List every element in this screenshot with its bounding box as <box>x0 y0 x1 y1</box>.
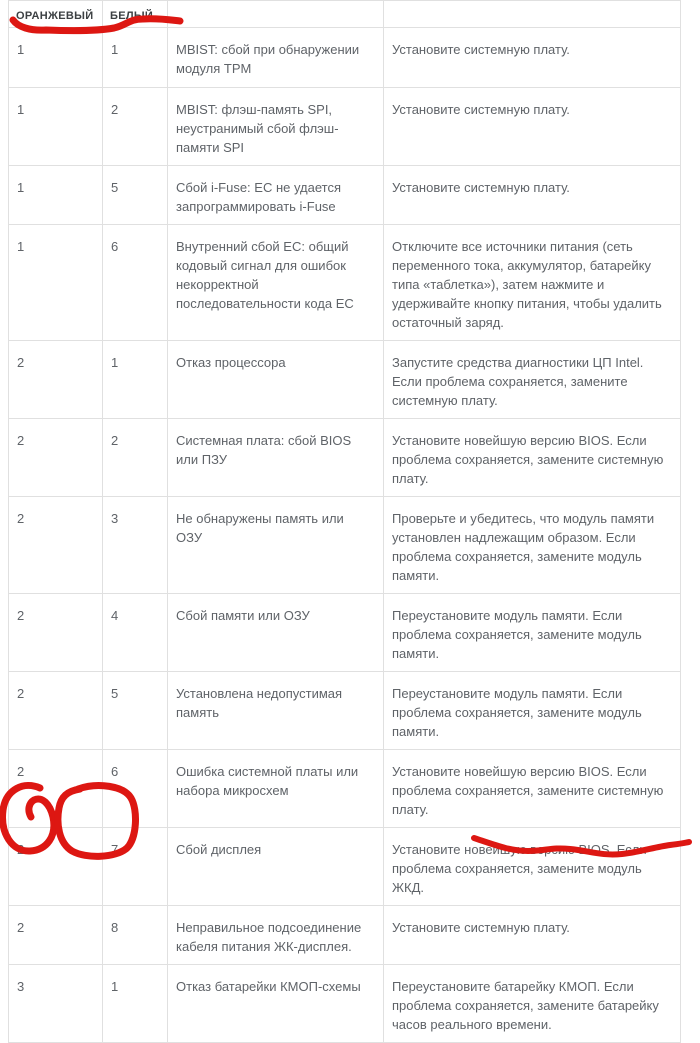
recommended-action-cell: Установите новейшую версию BIOS. Если проблема сохраняется, замените системную плату. <box>384 750 681 828</box>
table-row <box>9 672 681 750</box>
orange-blinks-cell: 2 <box>9 419 103 497</box>
white-blinks-cell: 2 <box>103 419 168 497</box>
orange-blinks-cell: 1 <box>9 88 103 166</box>
table-row <box>9 828 681 906</box>
error-description-cell: Системная плата: сбой BIOS или ПЗУ <box>168 419 384 497</box>
recommended-action-cell: Проверьте и убедитесь, что модуль памяти установлен надлежащим образом. Если проблема сохраняется, замените модуль памяти. <box>384 497 681 594</box>
orange-blinks-cell: 2 <box>9 341 103 419</box>
column-header-description <box>168 1 384 28</box>
error-description-cell: MBIST: сбой при обнаружении модуля TPM <box>168 28 384 88</box>
table-row <box>9 419 681 497</box>
white-blinks-cell: 4 <box>103 594 168 672</box>
led-blink-codes-table <box>8 0 681 1043</box>
error-description-cell: Сбой i-Fuse: EC не удается запрограммировать i-Fuse <box>168 166 384 225</box>
recommended-action-cell: Переустановите модуль памяти. Если проблема сохраняется, замените модуль памяти. <box>384 594 681 672</box>
orange-blinks-cell: 2 <box>9 906 103 965</box>
table-row <box>9 750 681 828</box>
white-blinks-cell: 5 <box>103 166 168 225</box>
white-blinks-cell: 5 <box>103 672 168 750</box>
orange-blinks-cell: 2 <box>9 594 103 672</box>
error-description-cell: Установлена недопустимая память <box>168 672 384 750</box>
error-description-cell: Сбой памяти или ОЗУ <box>168 594 384 672</box>
orange-blinks-cell: 2 <box>9 497 103 594</box>
column-header-white: БЕЛЫЙ <box>103 1 168 28</box>
error-description-cell: Внутренний сбой EC: общий кодовый сигнал для ошибок некорректной последовательности кода EC <box>168 225 384 341</box>
table-row <box>9 28 681 88</box>
orange-blinks-cell: 1 <box>9 166 103 225</box>
orange-blinks-cell: 2 <box>9 828 103 906</box>
orange-blinks-cell: 3 <box>9 965 103 1043</box>
recommended-action-cell: Установите новейшую версию BIOS. Если проблема сохраняется, замените системную плату. <box>384 419 681 497</box>
white-blinks-cell: 3 <box>103 497 168 594</box>
error-description-cell: Не обнаружены память или ОЗУ <box>168 497 384 594</box>
table-header-row <box>9 1 681 28</box>
orange-blinks-cell: 2 <box>9 672 103 750</box>
white-blinks-cell: 1 <box>103 28 168 88</box>
orange-blinks-cell: 1 <box>9 28 103 88</box>
recommended-action-cell: Установите системную плату. <box>384 88 681 166</box>
orange-blinks-cell: 1 <box>9 225 103 341</box>
table-row <box>9 497 681 594</box>
error-description-cell: Ошибка системной платы или набора микросхем <box>168 750 384 828</box>
recommended-action-cell: Установите системную плату. <box>384 906 681 965</box>
white-blinks-cell: 6 <box>103 225 168 341</box>
table-row <box>9 594 681 672</box>
recommended-action-cell: Отключите все источники питания (сеть переменного тока, аккумулятор, батарейку типа «таблетка»), затем нажмите и удерживайте кнопку питания, чтобы удалить остаточный заряд. <box>384 225 681 341</box>
recommended-action-cell: Переустановите модуль памяти. Если проблема сохраняется, замените модуль памяти. <box>384 672 681 750</box>
white-blinks-cell: 1 <box>103 341 168 419</box>
recommended-action-cell: Установите системную плату. <box>384 166 681 225</box>
error-description-cell: Отказ процессора <box>168 341 384 419</box>
table-header <box>9 1 681 28</box>
table-row <box>9 965 681 1043</box>
white-blinks-cell: 2 <box>103 88 168 166</box>
recommended-action-cell: Переустановите батарейку КМОП. Если проблема сохраняется, замените батарейку часов реального времени. <box>384 965 681 1043</box>
error-description-cell: Сбой дисплея <box>168 828 384 906</box>
table-row <box>9 225 681 341</box>
recommended-action-cell: Установите системную плату. <box>384 28 681 88</box>
recommended-action-cell: Запустите средства диагностики ЦП Intel. Если проблема сохраняется, замените системную плату. <box>384 341 681 419</box>
table-row <box>9 88 681 166</box>
white-blinks-cell: 7 <box>103 828 168 906</box>
orange-blinks-cell: 2 <box>9 750 103 828</box>
error-description-cell: Отказ батарейки КМОП-схемы <box>168 965 384 1043</box>
error-description-cell: Неправильное подсоединение кабеля питания ЖК-дисплея. <box>168 906 384 965</box>
white-blinks-cell: 8 <box>103 906 168 965</box>
table-row <box>9 166 681 225</box>
table-row <box>9 906 681 965</box>
column-header-action <box>384 1 681 28</box>
table-row <box>9 341 681 419</box>
white-blinks-cell: 6 <box>103 750 168 828</box>
error-description-cell: MBIST: флэш-память SPI, неустранимый сбой флэш-памяти SPI <box>168 88 384 166</box>
white-blinks-cell: 1 <box>103 965 168 1043</box>
recommended-action-cell: Установите новейшую версию BIOS. Если проблема сохраняется, замените модуль ЖКД. <box>384 828 681 906</box>
table-body <box>9 28 681 1043</box>
column-header-orange: ОРАНЖЕВЫЙ <box>9 1 103 28</box>
